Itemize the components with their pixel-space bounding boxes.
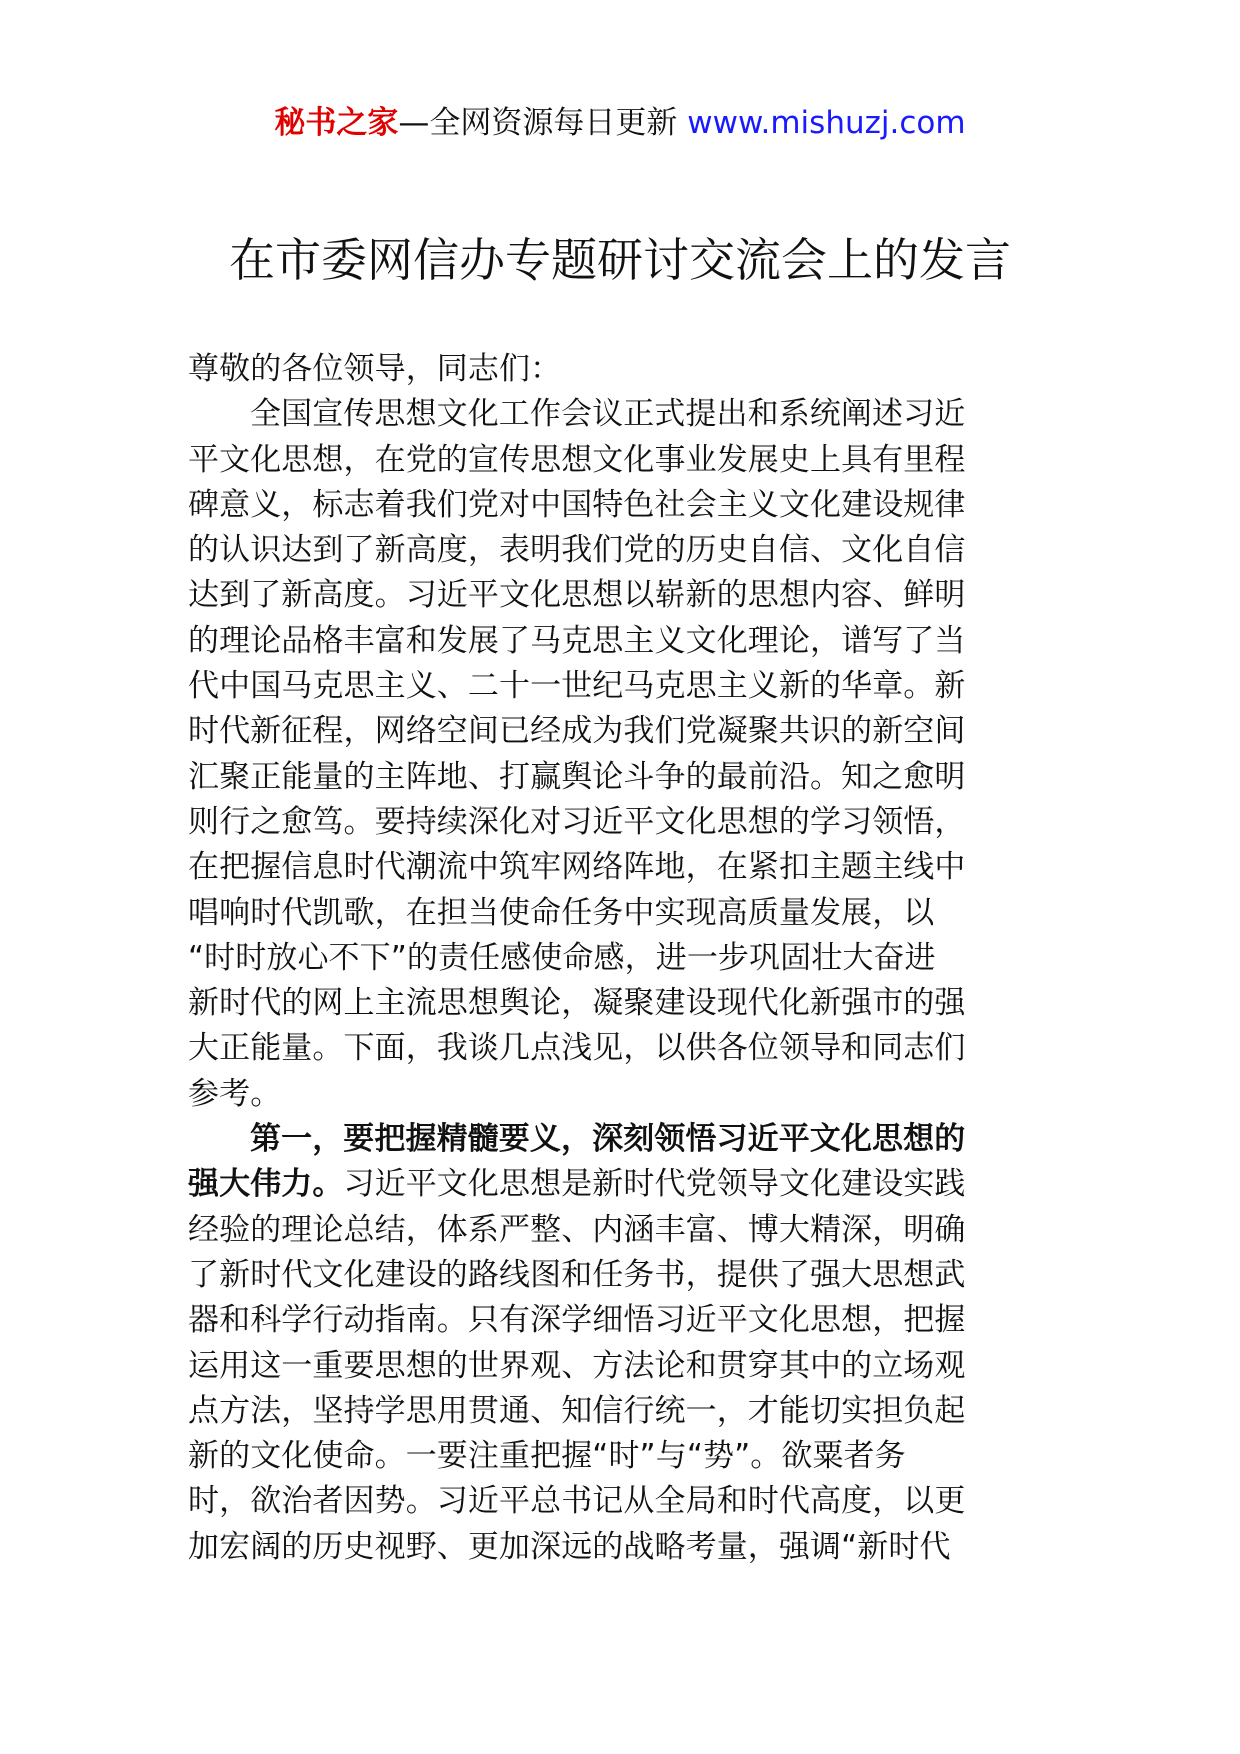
paragraph-section-one <box>188 1117 1056 1570</box>
paragraph-line: 代中国马克思主义、二十一世纪马克思主义新的华章。新 <box>188 668 966 705</box>
paragraph-line: 运用这一重要思想的世界观、方法论和贯穿其中的立场观 <box>188 1347 966 1384</box>
paragraph-line: 器和科学行动指南。只有深学细悟习近平文化思想，把握 <box>188 1302 966 1339</box>
header-tagline: —全网资源每日更新 <box>398 105 688 141</box>
document-title: 在市委网信办专题研讨交流会上的发言 <box>229 233 1011 287</box>
page-header <box>0 100 1240 146</box>
paragraph-line: 平文化思想，在党的宣传思想文化事业发展史上具有里程 <box>188 441 966 478</box>
section-heading: 第一，要把握精髓要义，深刻领悟习近平文化思想的 <box>250 1121 966 1158</box>
paragraph-line: 的认识达到了新高度，表明我们党的历史自信、文化自信 <box>188 532 966 569</box>
paragraph-line: 碑意义，标志着我们党对中国特色社会主义文化建设规律 <box>188 486 966 523</box>
brand-name: 秘书之家 <box>274 105 399 141</box>
paragraph-line: 了新时代文化建设的路线图和任务书，提供了强大思想武 <box>188 1256 966 1293</box>
paragraph-line <box>188 1162 1056 1207</box>
paragraph-line: 唱响时代凯歌，在担当使命任务中实现高质量发展，以 <box>188 894 935 931</box>
section-heading-end: 强大伟力。 <box>188 1166 344 1203</box>
paragraph-line: 加宏阔的历史视野、更加深远的战略考量，强调“新时代 <box>188 1528 951 1565</box>
paragraph-line: 新的文化使命。一要注重把握“时”与“势”。欲粟者务 <box>188 1438 906 1475</box>
website-link[interactable]: www.mishuzj.com <box>687 105 966 141</box>
paragraph-line: 达到了新高度。习近平文化思想以崭新的思想内容、鲜明 <box>188 577 966 614</box>
paragraph-line: 全国宣传思想文化工作会议正式提出和系统阐述习近 <box>250 396 966 433</box>
paragraph-line: 点方法，坚持学思用贯通、知信行统一，才能切实担负起 <box>188 1392 966 1429</box>
paragraph-line: 在把握信息时代潮流中筑牢网络阵地，在紧扣主题主线中 <box>188 849 966 886</box>
paragraph-line: 时，欲治者因势。习近平总书记从全局和时代高度，以更 <box>188 1483 966 1520</box>
paragraph-line: 新时代的网上主流思想舆论，凝聚建设现代化新强市的强 <box>188 985 966 1022</box>
paragraph-line-rest: 习近平文化思想是新时代党领导文化建设实践 <box>343 1166 966 1203</box>
paragraph-line: 参考。 <box>188 1075 282 1112</box>
paragraph-line: 的理论品格丰富和发展了马克思主义文化理论，谱写了当 <box>188 622 966 659</box>
paragraph-line: 则行之愈笃。要持续深化对习近平文化思想的学习领悟， <box>188 803 966 840</box>
paragraph-line: “时时放心不下”的责任感使命感，进一步巩固壮大奋进 <box>188 939 936 976</box>
document-body <box>188 347 1056 1570</box>
paragraph-line: 时代新征程，网络空间已经成为我们党凝聚共识的新空间 <box>188 713 966 750</box>
paragraph-line: 经验的理论总结，体系严整、内涵丰富、博大精深，明确 <box>188 1211 966 1248</box>
paragraph-line: 汇聚正能量的主阵地、打赢舆论斗争的最前沿。知之愈明 <box>188 758 966 795</box>
paragraph-line: 大正能量。下面，我谈几点浅见，以供各位领导和同志们 <box>188 1030 966 1067</box>
paragraph-intro <box>188 392 1056 1117</box>
salutation: 尊敬的各位领导，同志们： <box>188 351 562 387</box>
